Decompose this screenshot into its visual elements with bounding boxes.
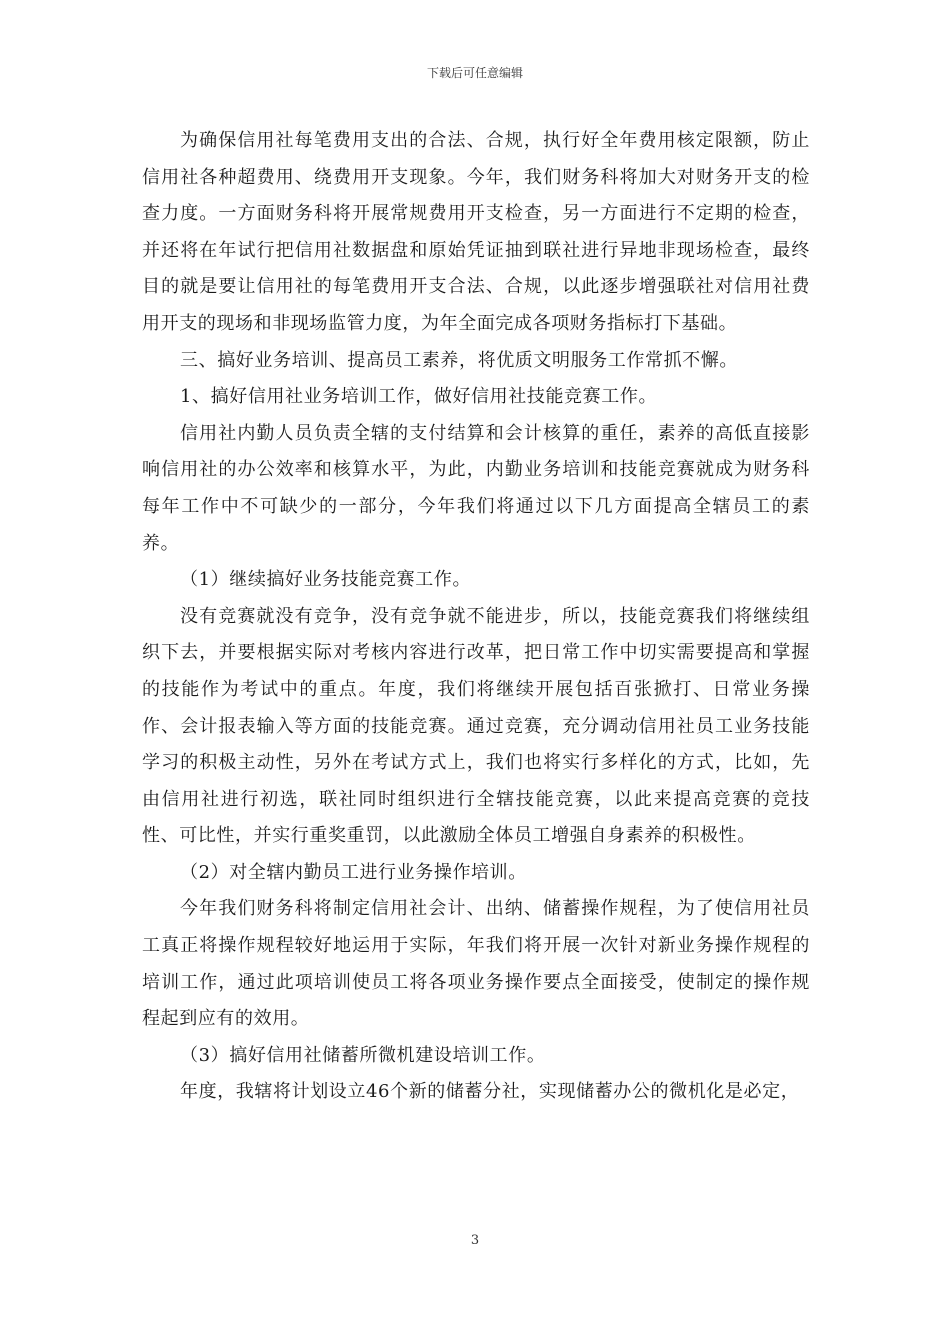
paragraph-savings-branches: 年度，我辖将计划设立46个新的储蓄分社，实现储蓄办公的微机化是必定， [180,1081,800,1103]
item-1-skills-competition: （1）继续搞好业务技能竞赛工作。 [180,569,472,591]
document-body [142,123,810,1111]
paragraph-expense-inspection: 为确保信用社每笔费用支出的合法、合规，执行好全年费用核定限额，防止信用社各种超费用、绕费用开支现象。今年，我们财务科将加大对财务开支的检查力度。一方面财务科将开展常规费用开支检查，另一方面进行不定期的检查，并还将在年试行把信用社数据盘和原始凭证抽到联社进行异地非现场检查，最终目的就是要让信用社的每笔费用开支合法、合规，以此逐步增强联社对信用社费用开支的现场和非现场监管力度，为年全面完成各项财务指标打下基础。 [142,130,810,334]
paragraph-operation-rules: 今年我们财务科将制定信用社会计、出纳、储蓄操作规程，为了使信用社员工真正将操作规程较好地运用于实际，年我们将开展一次针对新业务操作规程的培训工作，通过此项培训使员工将各项业务操作要点全面接受，使制定的操作规程起到应有的效用。 [142,898,810,1030]
paragraph-staff-quality: 信用社内勤人员负责全辖的支付结算和会计核算的重任，素养的高低直接影响信用社的办公效率和核算水平，为此，内勤业务培训和技能竞赛就成为财务科每年工作中不可缺少的一部分，今年我们将通过以下几方面提高全辖员工的素养。 [142,422,810,554]
paragraph-competition: 没有竞赛就没有竞争，没有竞争就不能进步，所以，技能竞赛我们将继续组织下去，并要根据实际对考核内容进行改革，把日常工作中切实需要提高和掌握的技能作为考试中的重点。年度，我们将继续开展包括百张掀打、日常业务操作、会计报表输入等方面的技能竞赛。通过竞赛，充分调动信用社员工业务技能学习的积极主动性，另外在考试方式上，我们也将实行多样化的方式，比如，先由信用社进行初选，联社同时组织进行全辖技能竞赛，以此来提高竞赛的竞技性、可比性，并实行重奖重罚，以此激励全体员工增强自身素养的积极性。 [142,605,810,847]
page-number: 3 [470,1233,480,1248]
heading-section-three: 三、搞好业务培训、提高员工素养，将优质文明服务工作常抓不懈。 [180,349,738,371]
subheading-training: 1、搞好信用社业务培训工作，做好信用社技能竞赛工作。 [180,386,658,408]
item-2-operation-training: （2）对全辖内勤员工进行业务操作培训。 [180,861,527,883]
item-3-computer-training: （3）搞好信用社储蓄所微机建设培训工作。 [180,1044,546,1066]
page-header: 下载后可任意编辑 [426,66,523,80]
